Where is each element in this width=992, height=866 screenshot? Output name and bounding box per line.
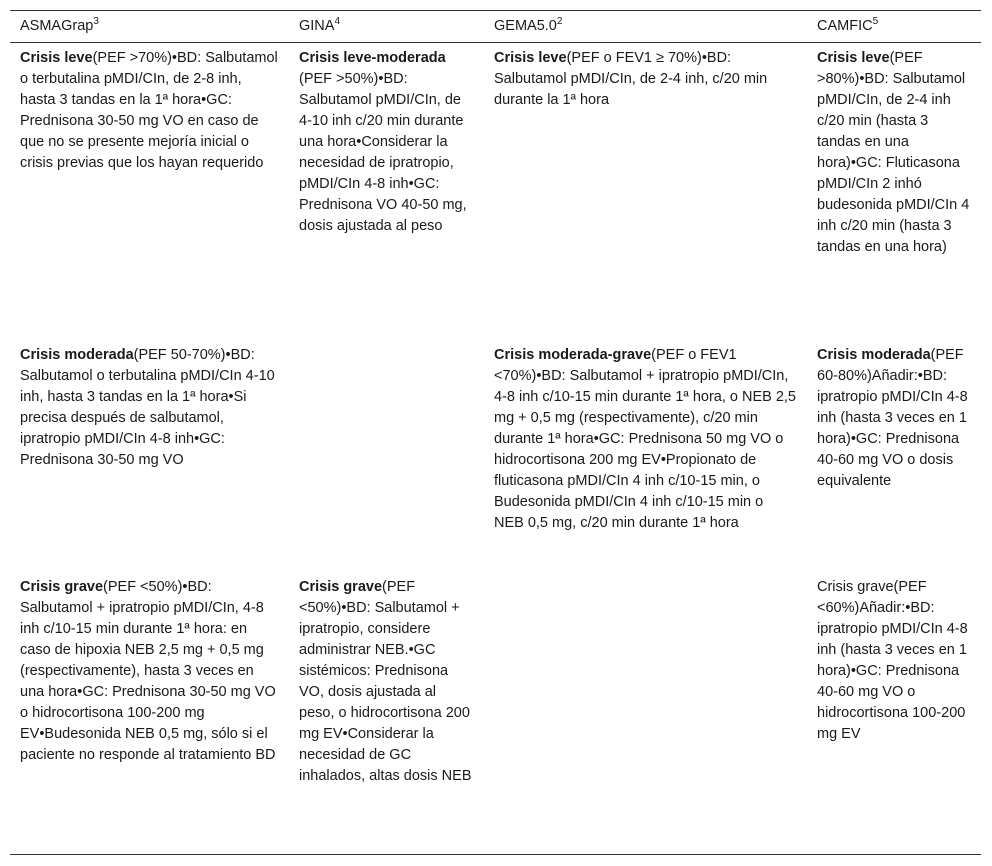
guidelines-table [10, 10, 981, 855]
cell-asmagrap: Crisis leve(PEF >70%)•BD: Salbutamol o terbutalina pMDI/CIn, de 2-8 inh, hasta 3 tandas en la 1ª hora•GC: Prednisona 30-50 mg VO en caso de que no se presente mejoría inicial o crisis previas que los hayan requerido [20, 50, 278, 171]
header-gema: $GEMA5.0^2$ [484, 11, 807, 43]
cell-asmagrap: Crisis moderada(PEF 50-70%)•BD: Salbutamol o terbutalina pMDI/CIn 4-10 inh, hasta 3 tandas en la 1ª hora•Si precisa después de salbutamol, ipratropio pMDI/CIn 4-8 inh•GC: Prednisona 30-50 mg VO [20, 347, 275, 468]
cell-camfic: Crisis leve(PEF >80%)•BD: Salbutamol pMDI/CIn, de 2-4 inh c/20 min (hasta 3 tandas en una hora)•GC: Fluticasona pMDI/CIn 2 inhó budesonida pMDI/CIn 4 inh c/20 min (hasta 3 tandas en una hora) [817, 50, 970, 255]
cell-gina: Crisis grave(PEF <50%)•BD: Salbutamol + ipratropio, considere administrar NEB.•GC sistémicos: Prednisona VO, dosis ajustada al peso, o hidrocortisona 200 mg EV•Considerar la necesidad de GC inhalados, altas dosis NEB [289, 576, 484, 855]
cell-gema: Crisis leve(PEF o FEV1 ≥ 70%)•BD: Salbutamol pMDI/CIn, de 2-4 inh, c/20 min durante la 1ª hora [494, 50, 768, 108]
header-asmagrap: ASMAGrap$^3$ [10, 11, 289, 43]
table-row [10, 344, 981, 576]
table-row [10, 576, 981, 855]
header-gina: GINA$^4$ [289, 11, 484, 43]
cell-gema [484, 576, 807, 855]
cell-gina [289, 344, 484, 576]
cell-gema: Crisis moderada-grave(PEF o FEV1 <70%)•BD: Salbutamol + ipratropio pMDI/CIn, 4-8 inh c/10-15 min durante 1ª hora, o NEB 2,5 mg + 0,5 mg (respectivamente), c/20 min durante 1ª hora•GC: Prednisona 50 mg VO o hidrocortisona 200 mg EV•Propionato de fluticasona pMDI/CIn 4 inh c/10-15 min, o Budesonida pMDI/CIn 4 inh c/10-15 min o NEB 0,5 mg, c/20 min durante 1ª hora [494, 347, 796, 531]
cell-asmagrap: Crisis grave(PEF <50%)•BD: Salbutamol + ipratropio pMDI/CIn, 4-8 inh c/10-15 min durante 1ª hora: en caso de hipoxia NEB 2,5 mg + 0,5 mg (respectivamente), hasta 3 veces en una hora•GC: Prednisona 30-50 mg VO o hidrocortisona 100-200 mg EV•Budesonida NEB 0,5 mg, sólo si el paciente no responde al tratamiento BD [10, 576, 289, 855]
header-camfic: CAMFIC$^5$ [807, 11, 981, 43]
cell-gina: Crisis leve-moderada (PEF >50%)•BD: Salbutamol pMDI/CIn, de 4-10 inh c/20 min durante una hora•Considerar la necesidad de ipratropio, pMDI/CIn 4-8 inh•GC: Prednisona VO 40-50 mg, dosis ajustada al peso [299, 50, 467, 234]
cell-camfic: Crisis grave(PEF <60%)Añadir:•BD: ipratropio pMDI/CIn 4-8 inh (hasta 3 veces en 1 hora)•GC: Prednisona 40-60 mg VO o hidrocortisona 100-200 mg EV [807, 576, 981, 855]
header-row [10, 11, 981, 43]
cell-camfic: Crisis moderada(PEF 60-80%)Añadir:•BD: ipratropio pMDI/CIn 4-8 inh (hasta 3 veces en 1 hora)•GC: Prednisona 40-60 mg VO o dosis equivalente [817, 347, 968, 489]
table-row [10, 43, 981, 345]
